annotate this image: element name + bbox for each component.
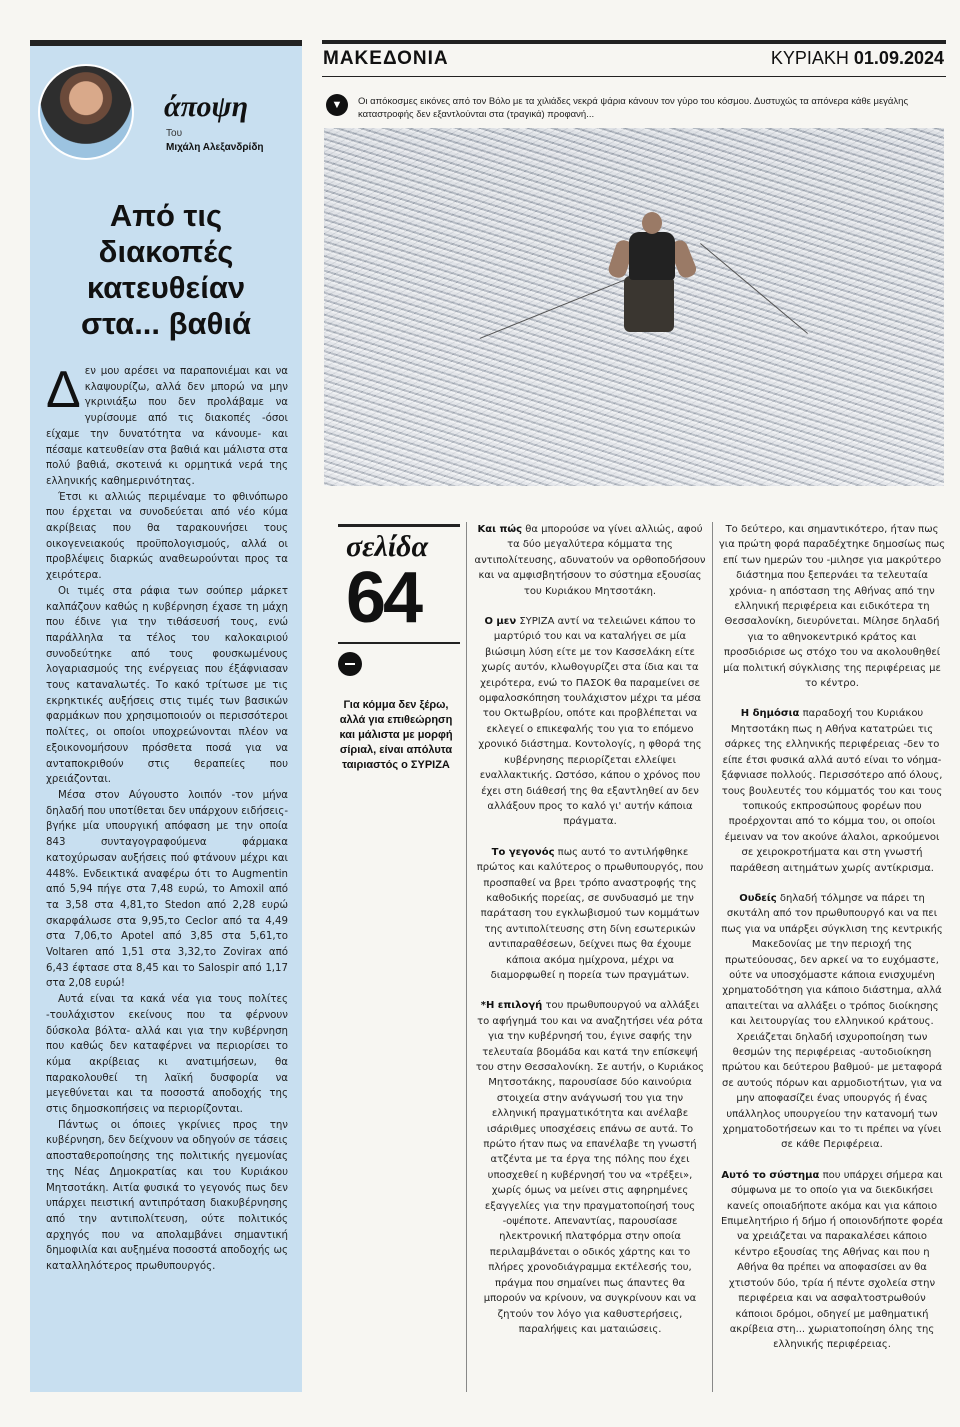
page64-text: Για κόμμα δεν ξέρω, αλλά για επιθεώρηση και μάλιστα με μορφή σίριαλ, είναι απόλυτα ταιριαστός ο ΣΥΡΙΖΑ — [339, 699, 453, 771]
opinion-paragraph: Πάντως οι όποιες γκρίνιες προς την κυβέρνηση, δεν δείχνουν να οδηγούν σε τάσεις αποσταθεροποίησης της πολιτικής ηγεμονίας της Νέας Δημοκρατίας και του Κυριάκου Μητσοτάκη. Αιτία φυσικά το γεγονός πως δεν υπάρχει πειστική αντιπρόταση διακυβέρνησης από την αντιπολίτευση, ούτε πολιτικός αρχηγός που να απολαμβάνει σημαντική δημοφιλία και αυξημένα ποσοστά αποδοχής ως καταλληλότερος πρωθυπουργός. — [46, 1119, 289, 1273]
header-rule — [322, 40, 946, 44]
article-paragraph: *Η επιλογή του πρωθυπουργού να αλλάξει το αφήγημά του και να αναζητήσει νέα ρότα για την κυβέρνησή του, έγινε σαφής την τελευταία βδομάδα και κατά την επίσκεψή του στην Θεσσαλονίκη. Σε αυτήν, ο Κυριάκος Μητσοτάκης, παρουσίασε δύο καινούρια στοιχεία στην ανάγνωσή του για την ελληνική πραγματικότητα και ανέλαβε ισάριθμες υποσχέσεις επάνω σε αυτά. Το πρώτο ήταν πως να επανέλαβε τη γνωστή ατζέντα με τα έργα της πόλης που έχει υποσχεθεί η κυβέρνησή του να «τρέξει», χωρίς όμως να μείνει στις αφηρημένες εξαγγελίες για την πραγματοποίησή τους -οψέποτε. Απεναντίας, παρουσίασε ηλεκτρονική πλατφόρμα στην οποία περιλαμβάνεται ο οδικός χάρτης και το πλήρες χρονοδιάγραμμα εκτέλεσής του, πράγμα που σημαίνει πως άπαντες θα μπορούν να κρίνουν, να συγκρίνουν και να ζητούν τον λόγο για καθυστερήσεις, παραλήψεις και ματαιώσεις. — [475, 1000, 705, 1335]
article-paragraph: Και πώς θα μπορούσε να γίνει αλλιώς, αφού τα δύο μεγαλύτερα κόμματα της αντιπολίτευσης, αδυνατούν να ορθοποδήσουν και να αμφισβητήσουν το σύστημα εξουσίας του Κυριάκου Μητσοτάκη. — [474, 524, 706, 597]
page64-label: σελίδα — [346, 530, 429, 563]
opinion-title: Από τις διακοπές κατευθείαν στα... βαθιά — [80, 198, 252, 341]
opinion-body — [46, 361, 289, 1275]
photo-caption: Οι απόκοσμες εικόνες από τον Βόλο με τα χιλιάδες νεκρά ψάρια κάνουν τον γύρο του κόσμου. Δυστυχώς τα απόνερα κάθε μεγάλης καταστροφής δεν εξαντλούνται στα (τραγικά) προφανή... — [358, 96, 909, 120]
article-paragraph: Ο μεν ΣΥΡΙΖΑ αντί να τελειώνει κάπου το μαρτύριό του και να καταλήγει σε μία βιώσιμη λύση είτε με τον Κασσελάκη είτε χωρίς αυτόν, κλωθογυρίζει στα ίδια και τα χειρότερα, ενώ το ΠΑΣΟΚ θα παραμείνει σε ομφαλοσκόπηση τουλάχιστον μέχρι τα μέσα του Οκτωβρίου, οπότε και προβλέπεται να εκλεγεί ο επικεφαλής του για το επόμενο χρονικό διάστημα. Κοντολογίς, η φθορά της κυβέρνησης περιορίζεται ελλείψει εναλλακτικής. Ωστόσο, κάπου ο χρόνος που έχει στη διάθεσή της θα εξαντληθεί αν δεν αλλάξουν προς το καλό γι' αυτήν κάποια πράγματα. — [478, 616, 702, 828]
author-photo — [38, 64, 134, 160]
opinion-column — [30, 40, 302, 1392]
column-divider — [466, 522, 467, 1392]
issue-date: ΚΥΡΙΑΚΗ 01.09.2024 — [770, 48, 944, 68]
article-paragraph: Το δεύτερο, και σημαντικότερο, ήταν πως για πρώτη φορά παραδέχτηκε δημοσίως πως επί των ημερών του -μιλησε για μακρύτερο διάστημα που ξεπερνάει τα τελευταία χρόνια- η απόσταση της Αθήνας από την ελληνική περιφέρεια και ειδικότερα τη Θεσσαλονίκη, διευρύνεται. Μίλησε δηλαδή για το αθηνοκεντρικό κράτος και προσδιόρισε ως στόχο του να ακολουθηθεί μία πολιτική σύγκλισης της περιφέρειας με το κέντρο. — [718, 524, 946, 690]
header-rule-thin — [322, 76, 946, 77]
rope — [700, 243, 808, 334]
article-paragraph: Αυτό το σύστημα που υπάρχει σήμερα και σύμφωνα με το οποίο για να διεκδικήσει κανείς οποιαδήποτε ακόμα και για κάποιο Επιμελητήριο ή δήμο ή οποιονδήποτε φορέα να χρειάζεται να παρακαλέσει κάποιο κέντρο εξουσίας της Αθήνας και που η Αθήνα θα πρέπει να αποφασίσει αν θα χτιστούν δύο, τρία ή πέντε σχολεία στην περιφέρεια και να ασφαλτοστρωθούν κάποιοι δρόμοι, οδηγεί με μαθηματική ακρίβεια στη... χωριατοποίηση όλης της ελληνικής περιφέρειας. — [721, 1169, 943, 1351]
opinion-paragraph: Μέσα στον Αύγουστο λοιπόν -τον μήνα δηλαδή που υποτίθεται δεν υπάρχουν ειδήσεις- βγήκε μία υπουργική απόφαση με την οποία 843 συνταγογραφούμενα φάρμακα κατοχύρωσαν αυξήσεις πού φτάνουν μέχρι και 448%. Ενδεικτικά αναφέρω ότι το Augmentin από 5,94 πήγε στα 7,48 ευρώ, το Amoxil από τα 3,58 στα 4,81,το Stedon από 2,28 ευρώ σκαρφάλωσε στα 9,95,το Ceclor από τα 4,49 στα 7,06,το Apotel από 3,85 στα 5,61,το Voltaren από 1,51 στα 3,32,το Zovirax από 6,43 έφτασε στα 8,45 και το Salospir από 1,17 στα 2,08 ευρώ! — [46, 789, 288, 990]
author-name: Μιχάλη Αλεξανδρίδη — [166, 142, 264, 153]
page64-rule — [338, 524, 460, 527]
article-paragraph: Ουδείς δηλαδή τόλμησε να πάρει τη σκυτάλη από τον πρωθυπουργό και να πει πως για να υπάρξει σύγκλιση της κεντρικής Μακεδονίας με την περιοχή της πρωτεύουσας, δεν αρκεί να το ευχόμαστε, ούτε να υποσχόμαστε κάποια ενισχυμένη χρηματοδότηση για κάποιο διάστημα, αλλά απαιτείται να αλλάξει ο τρόπος διοίκησης και λειτουργίας του ελληνικού κράτους. Χρειάζεται δηλαδή ισχυροποίηση των θεσμών της περιφέρειας -αυτοδιοίκηση πρώτου και δεύτερου βαθμού- με μεταφορά σε αυτούς πόρων και αρμοδιοτήτων, για να μην αποφασίζει ένας υπουργός ή ένας υπάλληλος υπουργείου την κατανομή των χρηματοδοτήσεων και το τι πρέπει να γίνει σε κάθε Περιφέρεια. — [721, 892, 943, 1151]
opinion-paragraph: Οι τιμές στα ράφια των σούπερ μάρκετ καλπάζουν καθώς η κυβέρνηση έχασε τη μάχη που έδινε για την τιθάσευσή τους, ενώ παράλληλα τα τέλος του καλοκαιριού συνοδεύτηκε από τους φουσκωμένους λογαριασμούς της ενέργειας που έξάφνιασαν τους καταναλωτές. Το κακό τρίτωσε με τις εκρηκτικές αυξήσεις στις τιμές των βασικών φαρμάκων που χρησιμοποιούν οι περισσότεροι πολίτες, οι οποίοι υποχρεώνονται πλέον να εξοικονομήσουν πρόσθετα ποσά για να ανταποκριθούν στις θεραπείες που χρειάζονται. — [46, 585, 288, 786]
page64-number: 64 — [346, 558, 421, 638]
dropcap: Δ — [46, 361, 81, 419]
opinion-paragraph: Αυτά είναι τα κακά νέα για τους πολίτες -τουλάχιστον εκείνους που τα φέρνουν δύσκολα βόλτα- αλλά και για την κυβέρνηση που καθώς δεν καταφέρνει να περιορίσει το κύμα ακρίβειας κι ανατιμήσεων, θα παρακολουθεί τη λαϊκή δυσφορία να μεγεθύνεται και τα ποσοστά αποδοχής της στις δημοσκοπήσεις να περιορίζονται. — [46, 994, 288, 1116]
section-name: ΜΑΚΕΔΟΝΙΑ — [323, 48, 449, 69]
person-figure — [642, 212, 662, 234]
byline-prefix: Του — [166, 128, 183, 139]
opinion-paragraph: Δεν μου αρέσει να παραπονιέμαι και να κλαψουρίζω, αλλά δεν μπορώ να μην γκρινιάξω που δεν προλάβαμε να γυρίσουμε από τις διακοπές -όσοι είχαμε την δυνατότητα να κάνουμε- και πέσαμε κατευθείαν στα βαθιά και μάλιστα στα πολύ βαθιά, σκοτεινά κι ορμητικά νερά της ελληνικής καθημερινότητας. — [46, 361, 288, 487]
article-column-b — [718, 522, 946, 1368]
opinion-paragraph: Έτσι κι αλλιώς περιμέναμε το φθινόπωρο που έρχεται να συνοδεύεται από νέο κύμα ακρίβειας που θα ταρακουνήσει τους οικογενειακούς προϋπολογισμούς, αλλά οι προβλέψεις διαρκώς αναθεωρούνται προς τα χειρότερα. — [46, 491, 288, 582]
column-divider — [712, 522, 713, 1392]
opinion-kicker: άποψη — [164, 90, 249, 123]
triangle-down-icon: ▼ — [326, 94, 348, 116]
page64-rule — [338, 642, 460, 644]
dead-fish-photo — [324, 128, 944, 486]
article-paragraph: Η δημόσια παραδοχή του Κυριάκου Μητσοτάκη πως η Αθήνα κατατρώει τις σάρκες της ελληνικής περιφέρειας -δεν το είπε έτσι φυσικά αλλά αυτό είναι το νόημα- ξάφνιασε πολλούς. Περισσότερο από όλους, τους βουλευτές του κόμματός του και τους τοπικούς εκπροσώπους φορέων που προέρχονται από το κόμμα του, οι οποίοι έμειναν να τον ακούνε άλαλοι, αρκούμενοι σε χειροκροτήματα και στη γνωστή παράθεση αιτημάτων χωρίς αντίκρισμα. — [721, 708, 943, 874]
article-column-a — [474, 522, 706, 1352]
minus-icon — [338, 652, 362, 676]
rope — [480, 278, 629, 339]
article-paragraph: Το γεγονός πως αυτό το αντιλήφθηκε πρώτος και καλύτερος ο πρωθυπουργός, που προσπαθεί να βρει τρόπο αναστροφής της καθοδικής πορείας, σε συνδυασμό με την παράταση του εγκλωβισμού των κομμάτων της αντιπολίτευσης στη δίνη εσωτερικών αντιπαραθέσεων, δείχνει πως θα έχουμε κάποια ακόμα ημίχρονα, μέχρι να διαμορφωθεί η πορεία των πραγμάτων. — [476, 846, 704, 981]
